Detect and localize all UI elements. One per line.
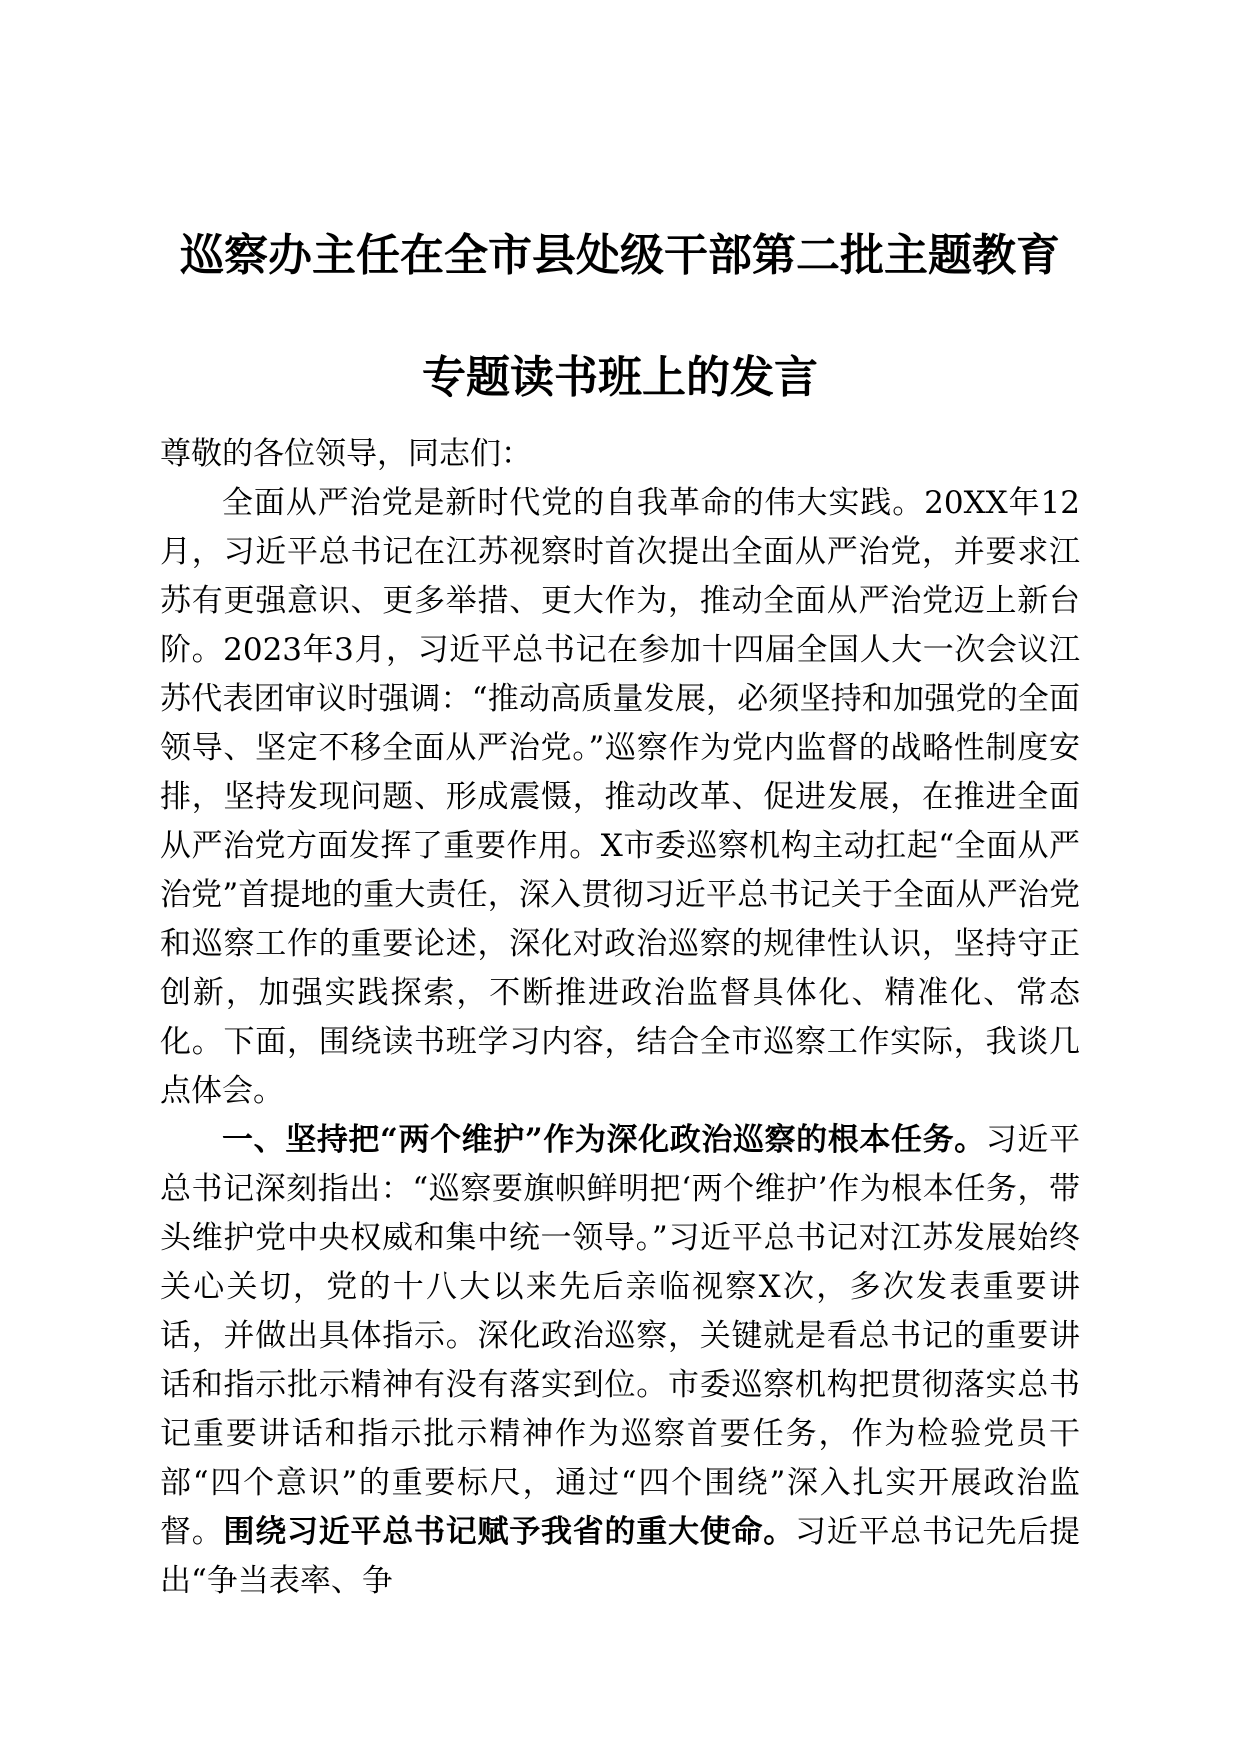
section-1-heading: 一、坚持把“两个维护”作为深化政治巡察的根本任务。 bbox=[222, 1122, 986, 1158]
paragraph-intro: 全面从严治党是新时代党的自我革命的伟大实践。20XX年12月，习近平总书记在江苏视察时首次提出全面从严治党，并要求江苏有更强意识、更多举措、更大作为，推动全面从严治党迈上新台阶。2023年3月，习近平总书记在参加十四届全国人大一次会议江苏代表团审议时强调：“推动高质量发展，必须坚持和加强党的全面领导、坚定不移全面从严治党。”巡察作为党内监督的战略性制度安排，坚持发现问题、形成震慑，推动改革、促进发展，在推进全面从严治党方面发挥了重要作用。X市委巡察机构主动扛起“全面从严治党”首提地的重大责任，深入贯彻习近平总书记关于全面从严治党和巡察工作的重要论述，深化对政治巡察的规律性认识，坚持守正创新，加强实践探索，不断推进政治监督具体化、精准化、常态化。下面，围绕读书班学习内容，结合全市巡察工作实际，我谈几点体会。 bbox=[160, 485, 1080, 1109]
salutation: 尊敬的各位领导，同志们： bbox=[160, 436, 532, 472]
section-1-text: 习近平总书记深刻指出：“巡察要旗帜鲜明把‘两个维护’作为根本任务，带头维护党中央权威和集中统一领导。”习近平总书记对江苏发展始终关心关切，党的十八大以来先后亲临视察X次，多次发表重要讲话，并做出具体指示。深化政治巡察，关键就是看总书记的重要讲话和指示批示精神有没有落实到位。市委巡察机构把贯彻落实总书记重要讲话和指示批示精神作为巡察首要任务，作为检验党员干部“四个意识”的重要标尺，通过“四个围绕”深入扎实开展政治监督。 bbox=[160, 1122, 1080, 1550]
paragraph-section-1 bbox=[160, 1116, 1080, 1606]
document-title-line-1: 巡察办主任在全市县处级干部第二批主题教育 bbox=[180, 230, 1060, 281]
document-title-line-2: 专题读书班上的发言 bbox=[422, 352, 818, 403]
section-1-tail: 习近平总书记先后提出“争当表率、争 bbox=[160, 1514, 1080, 1599]
section-1-bold-phrase: 围绕习近平总书记赋予我省的重大使命。 bbox=[223, 1514, 795, 1550]
document-body bbox=[160, 430, 1080, 1606]
